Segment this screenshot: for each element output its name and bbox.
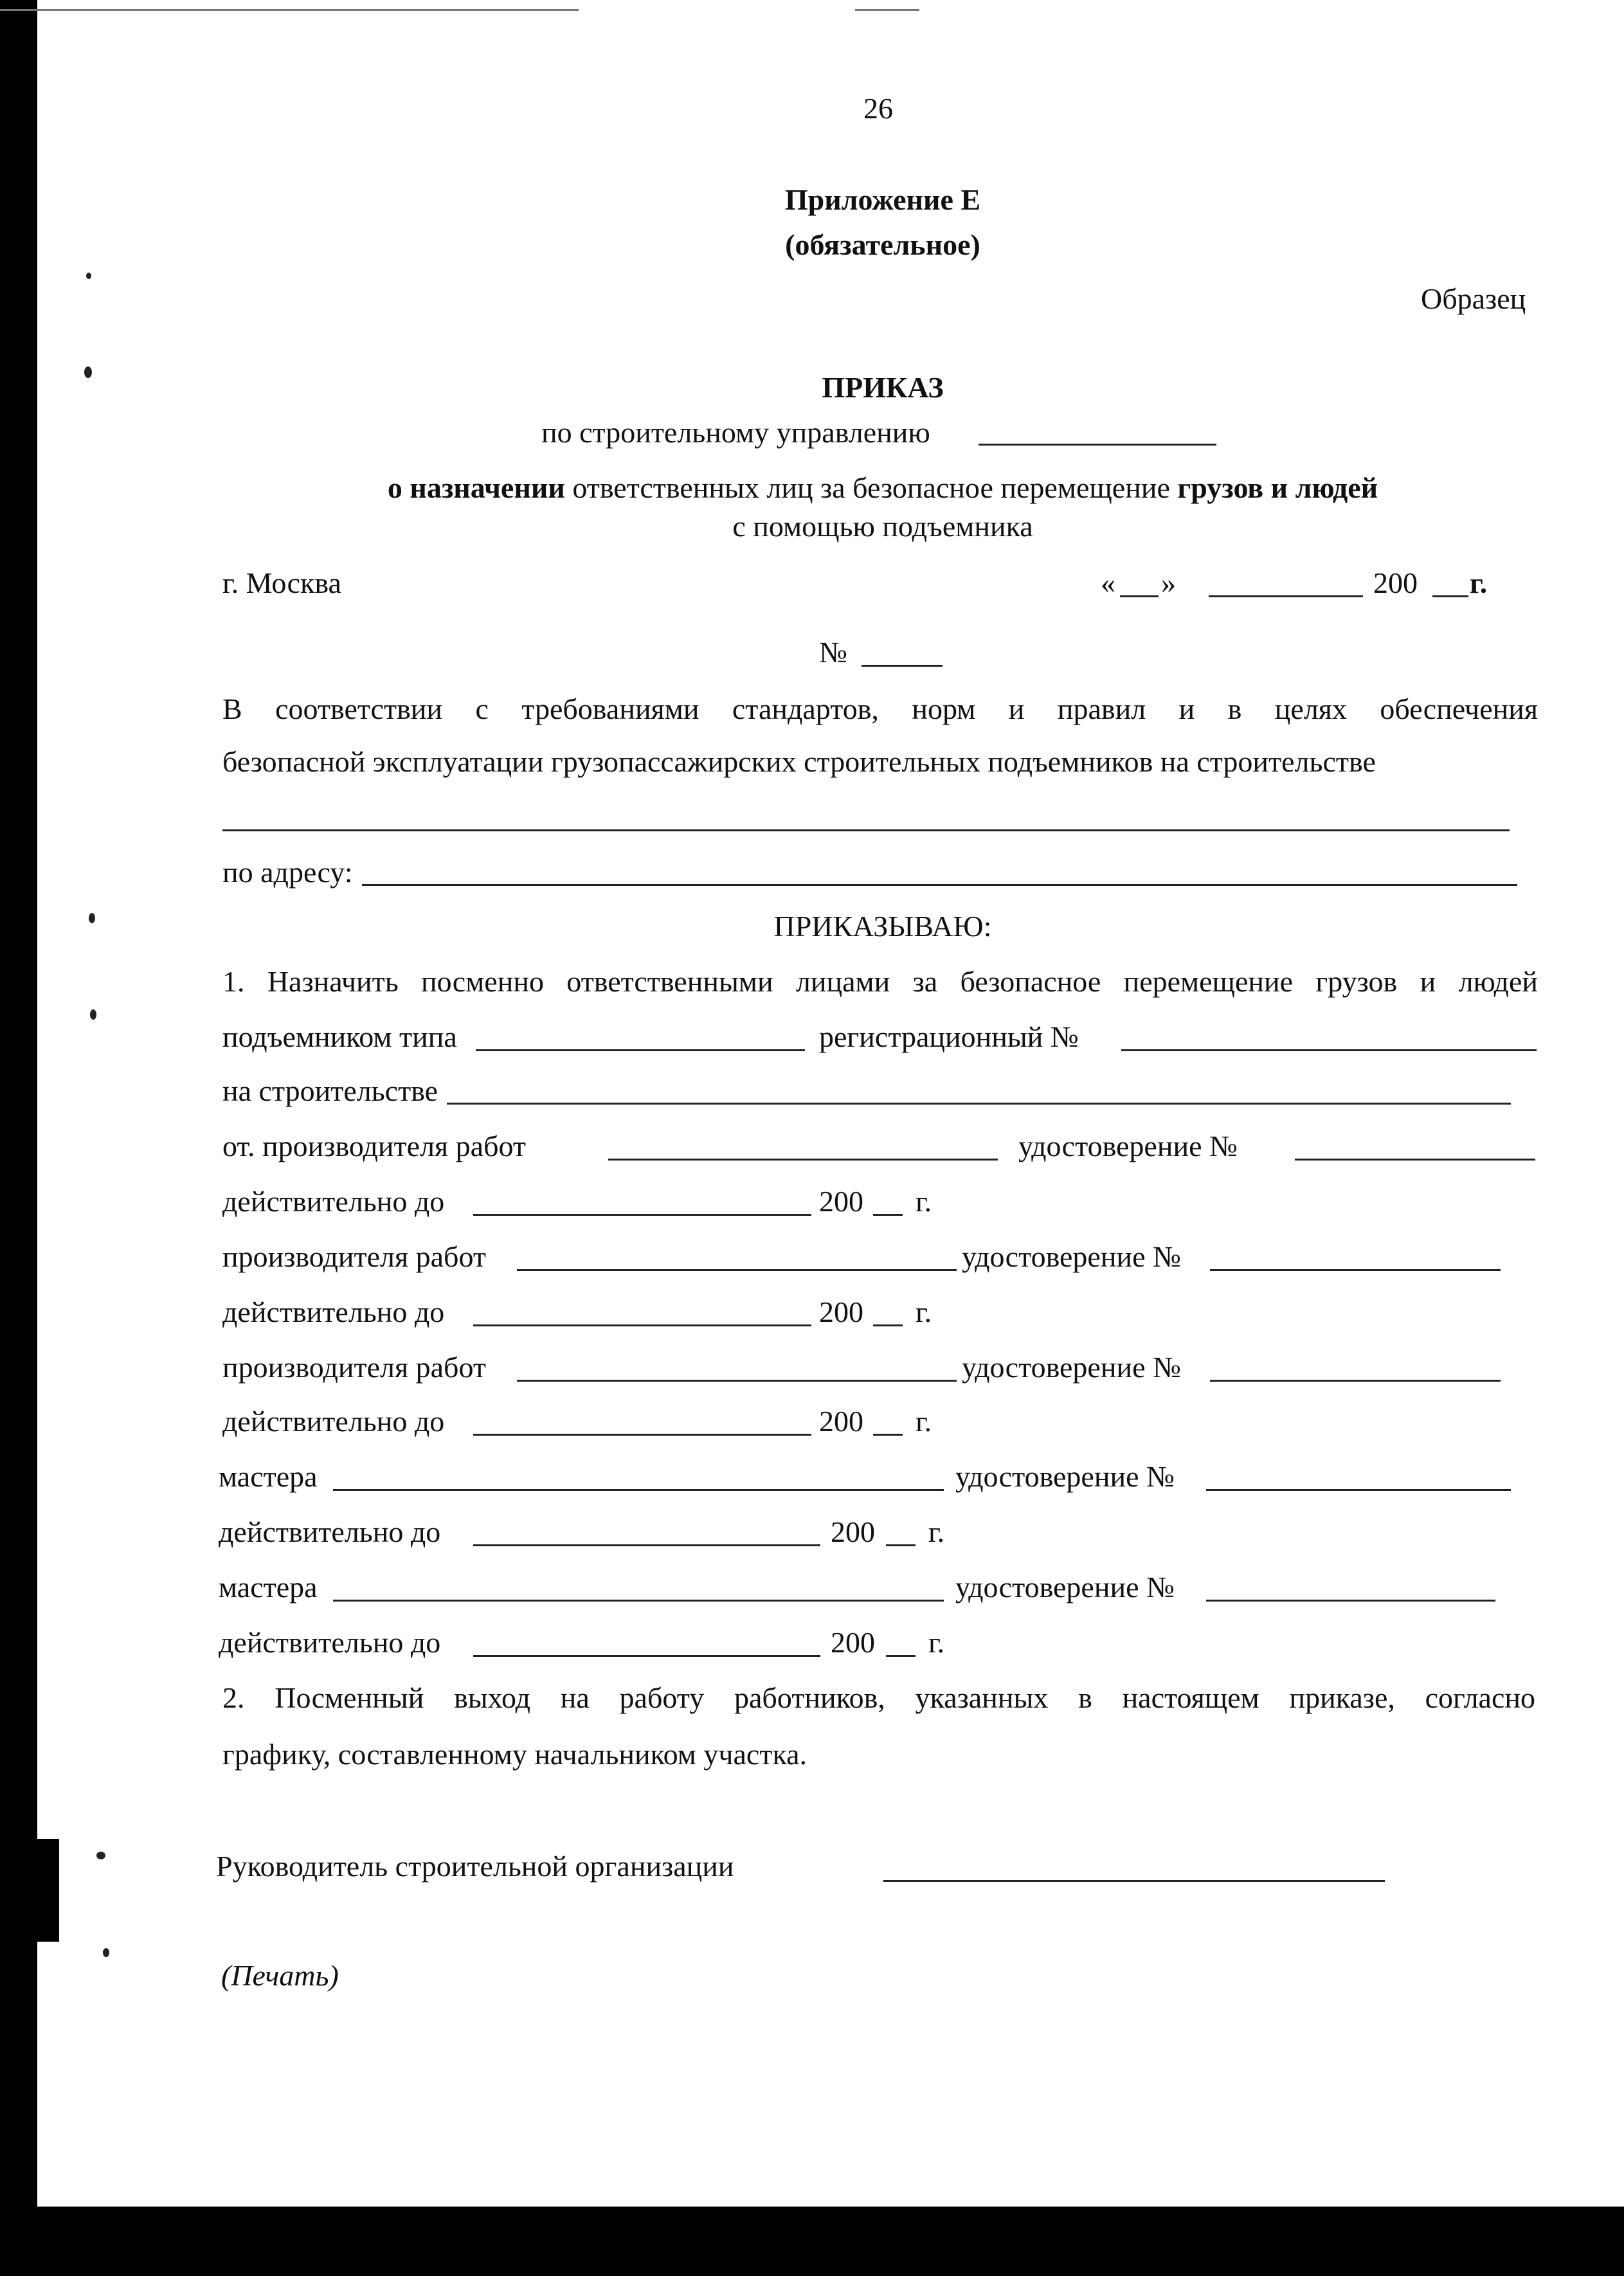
appendix-title: Приложение Е [784, 183, 981, 216]
date-year-suffix: г. [1470, 566, 1488, 599]
scan-speck [90, 1009, 96, 1020]
signature-blank[interactable] [883, 1880, 1385, 1882]
item1-line1 [222, 967, 1538, 997]
valid-date-blank-2[interactable] [473, 1324, 811, 1326]
valid-year-suffix-2: г. [916, 1296, 932, 1328]
preamble-line1-text: В соответствии с требованиями стандартов, норм и правил и в целях обеспечения [222, 692, 1538, 725]
reg-no-label: регистрационный № [819, 1020, 1079, 1053]
valid-label-2: действительно до [222, 1296, 445, 1328]
valid-year-suffix-4: г. [928, 1515, 945, 1548]
subject-bold-2: грузов и людей [1177, 471, 1378, 504]
address-blank[interactable] [362, 884, 1518, 886]
lift-type-blank[interactable] [476, 1049, 805, 1051]
page-number: 26 [863, 92, 893, 125]
order-number-blank[interactable] [862, 665, 943, 667]
work-producer-label-1: производителя работ [222, 1240, 486, 1273]
sample-label: Образец [1421, 282, 1526, 315]
valid-date-blank-1[interactable] [473, 1214, 811, 1216]
work-producer-blank-2[interactable] [517, 1380, 957, 1382]
scan-speck [103, 1948, 109, 1957]
valid-date-blank-4[interactable] [473, 1544, 820, 1546]
reg-no-blank[interactable] [1121, 1049, 1537, 1051]
valid-year-blank-4[interactable] [886, 1544, 916, 1546]
valid-year-suffix-5: г. [928, 1626, 945, 1659]
scan-speck [89, 913, 95, 923]
certificate-label-3: удостоверение № [962, 1351, 1181, 1384]
certificate-label-5: удостоверение № [955, 1571, 1175, 1603]
item1-line1-text: 1. Назначить посменно ответственными лицами за безопасное перемещение грузов и людей [222, 965, 1538, 998]
item2-line2: графику, составленному начальником участка. [222, 1738, 807, 1771]
item2-line1 [222, 1683, 1535, 1713]
valid-year-prefix-2: 200 [819, 1296, 863, 1328]
certificate-label-4: удостоверение № [955, 1460, 1175, 1493]
valid-year-prefix-5: 200 [831, 1626, 875, 1659]
valid-year-blank-1[interactable] [873, 1214, 903, 1216]
construction-blank[interactable] [447, 1103, 1511, 1105]
order-title: ПРИКАЗ [822, 371, 944, 404]
construction-label: на строительстве [222, 1074, 438, 1107]
date-month-blank[interactable] [1209, 595, 1363, 597]
valid-year-suffix-1: г. [916, 1185, 932, 1218]
certificate-blank-3[interactable] [1210, 1380, 1501, 1382]
date-year-blank[interactable] [1432, 595, 1468, 597]
subject-bold-1: о назначении [387, 471, 565, 504]
valid-label-5: действительно до [219, 1626, 441, 1659]
scan-border-bottom [0, 2207, 1624, 2276]
certificate-label-1: удостоверение № [1018, 1130, 1238, 1162]
valid-year-suffix-3: г. [916, 1405, 932, 1438]
preamble-line2: безопасной эксплуатации грузопассажирских строительных подъемников на строительстве [222, 745, 1376, 778]
preamble-line1 [222, 694, 1538, 724]
valid-year-prefix-1: 200 [819, 1185, 863, 1218]
date-open-quote: « [1101, 566, 1115, 599]
scan-border-left [0, 0, 37, 2276]
from-label: от. производителя работ [222, 1130, 526, 1162]
certificate-blank-2[interactable] [1210, 1269, 1501, 1271]
date-year-prefix: 200 [1373, 566, 1418, 599]
from-name-blank[interactable] [608, 1159, 998, 1161]
master-label-2: мастера [219, 1571, 318, 1603]
valid-year-blank-3[interactable] [873, 1434, 903, 1436]
scan-border-notch [37, 1839, 59, 1942]
construction-line [222, 1076, 1511, 1106]
valid-year-prefix-4: 200 [831, 1515, 875, 1548]
valid-year-blank-2[interactable] [873, 1324, 903, 1326]
scan-speck [96, 1852, 105, 1859]
scan-top-rule [855, 9, 919, 11]
work-producer-blank-1[interactable] [517, 1269, 957, 1271]
order-word: ПРИКАЗЫВАЮ: [773, 910, 992, 943]
stamp-label: (Печать) [221, 1959, 339, 1992]
department-blank[interactable] [979, 444, 1216, 446]
place: г. Москва [222, 566, 341, 599]
valid-year-blank-5[interactable] [886, 1655, 916, 1657]
certificate-label-2: удостоверение № [962, 1240, 1181, 1273]
date-close-quote: » [1161, 566, 1176, 599]
number-label: № [819, 636, 847, 669]
scan-speck [84, 366, 92, 378]
valid-year-prefix-3: 200 [819, 1405, 863, 1438]
subject-mid: ответственных лиц за безопасное перемещение [564, 471, 1178, 504]
certificate-blank-1[interactable] [1295, 1159, 1535, 1161]
valid-label-3: действительно до [222, 1405, 445, 1438]
certificate-blank-4[interactable] [1206, 1489, 1511, 1491]
address-line [222, 858, 1517, 887]
scan-top-rule [0, 9, 579, 11]
valid-label-4: действительно до [219, 1515, 441, 1548]
item2-line1-text: 2. Посменный выход на работу работников, указанных в настоящем приказе, согласно [222, 1681, 1535, 1714]
lift-type-label: подъемником типа [222, 1020, 457, 1053]
master-label-1: мастера [219, 1460, 318, 1493]
valid-label-1: действительно до [222, 1185, 445, 1218]
address-label: по адресу: [222, 856, 353, 889]
valid-date-blank-3[interactable] [473, 1434, 811, 1436]
order-subject-line2: с помощью подъемника [732, 510, 1033, 543]
order-subject [270, 473, 1495, 503]
certificate-blank-5[interactable] [1206, 1600, 1495, 1602]
valid-date-blank-5[interactable] [473, 1655, 820, 1657]
construction-site-blank[interactable] [222, 829, 1510, 831]
signature-label: Руководитель строительной организации [216, 1850, 734, 1883]
appendix-status: (обязательное) [785, 228, 980, 261]
date-day-blank[interactable] [1120, 595, 1159, 597]
scan-speck [86, 273, 91, 279]
master-name-blank-1[interactable] [333, 1489, 944, 1491]
master-name-blank-2[interactable] [333, 1600, 944, 1602]
work-producer-label-2: производителя работ [222, 1351, 486, 1384]
order-subtitle: по строительному управлению [541, 416, 930, 449]
